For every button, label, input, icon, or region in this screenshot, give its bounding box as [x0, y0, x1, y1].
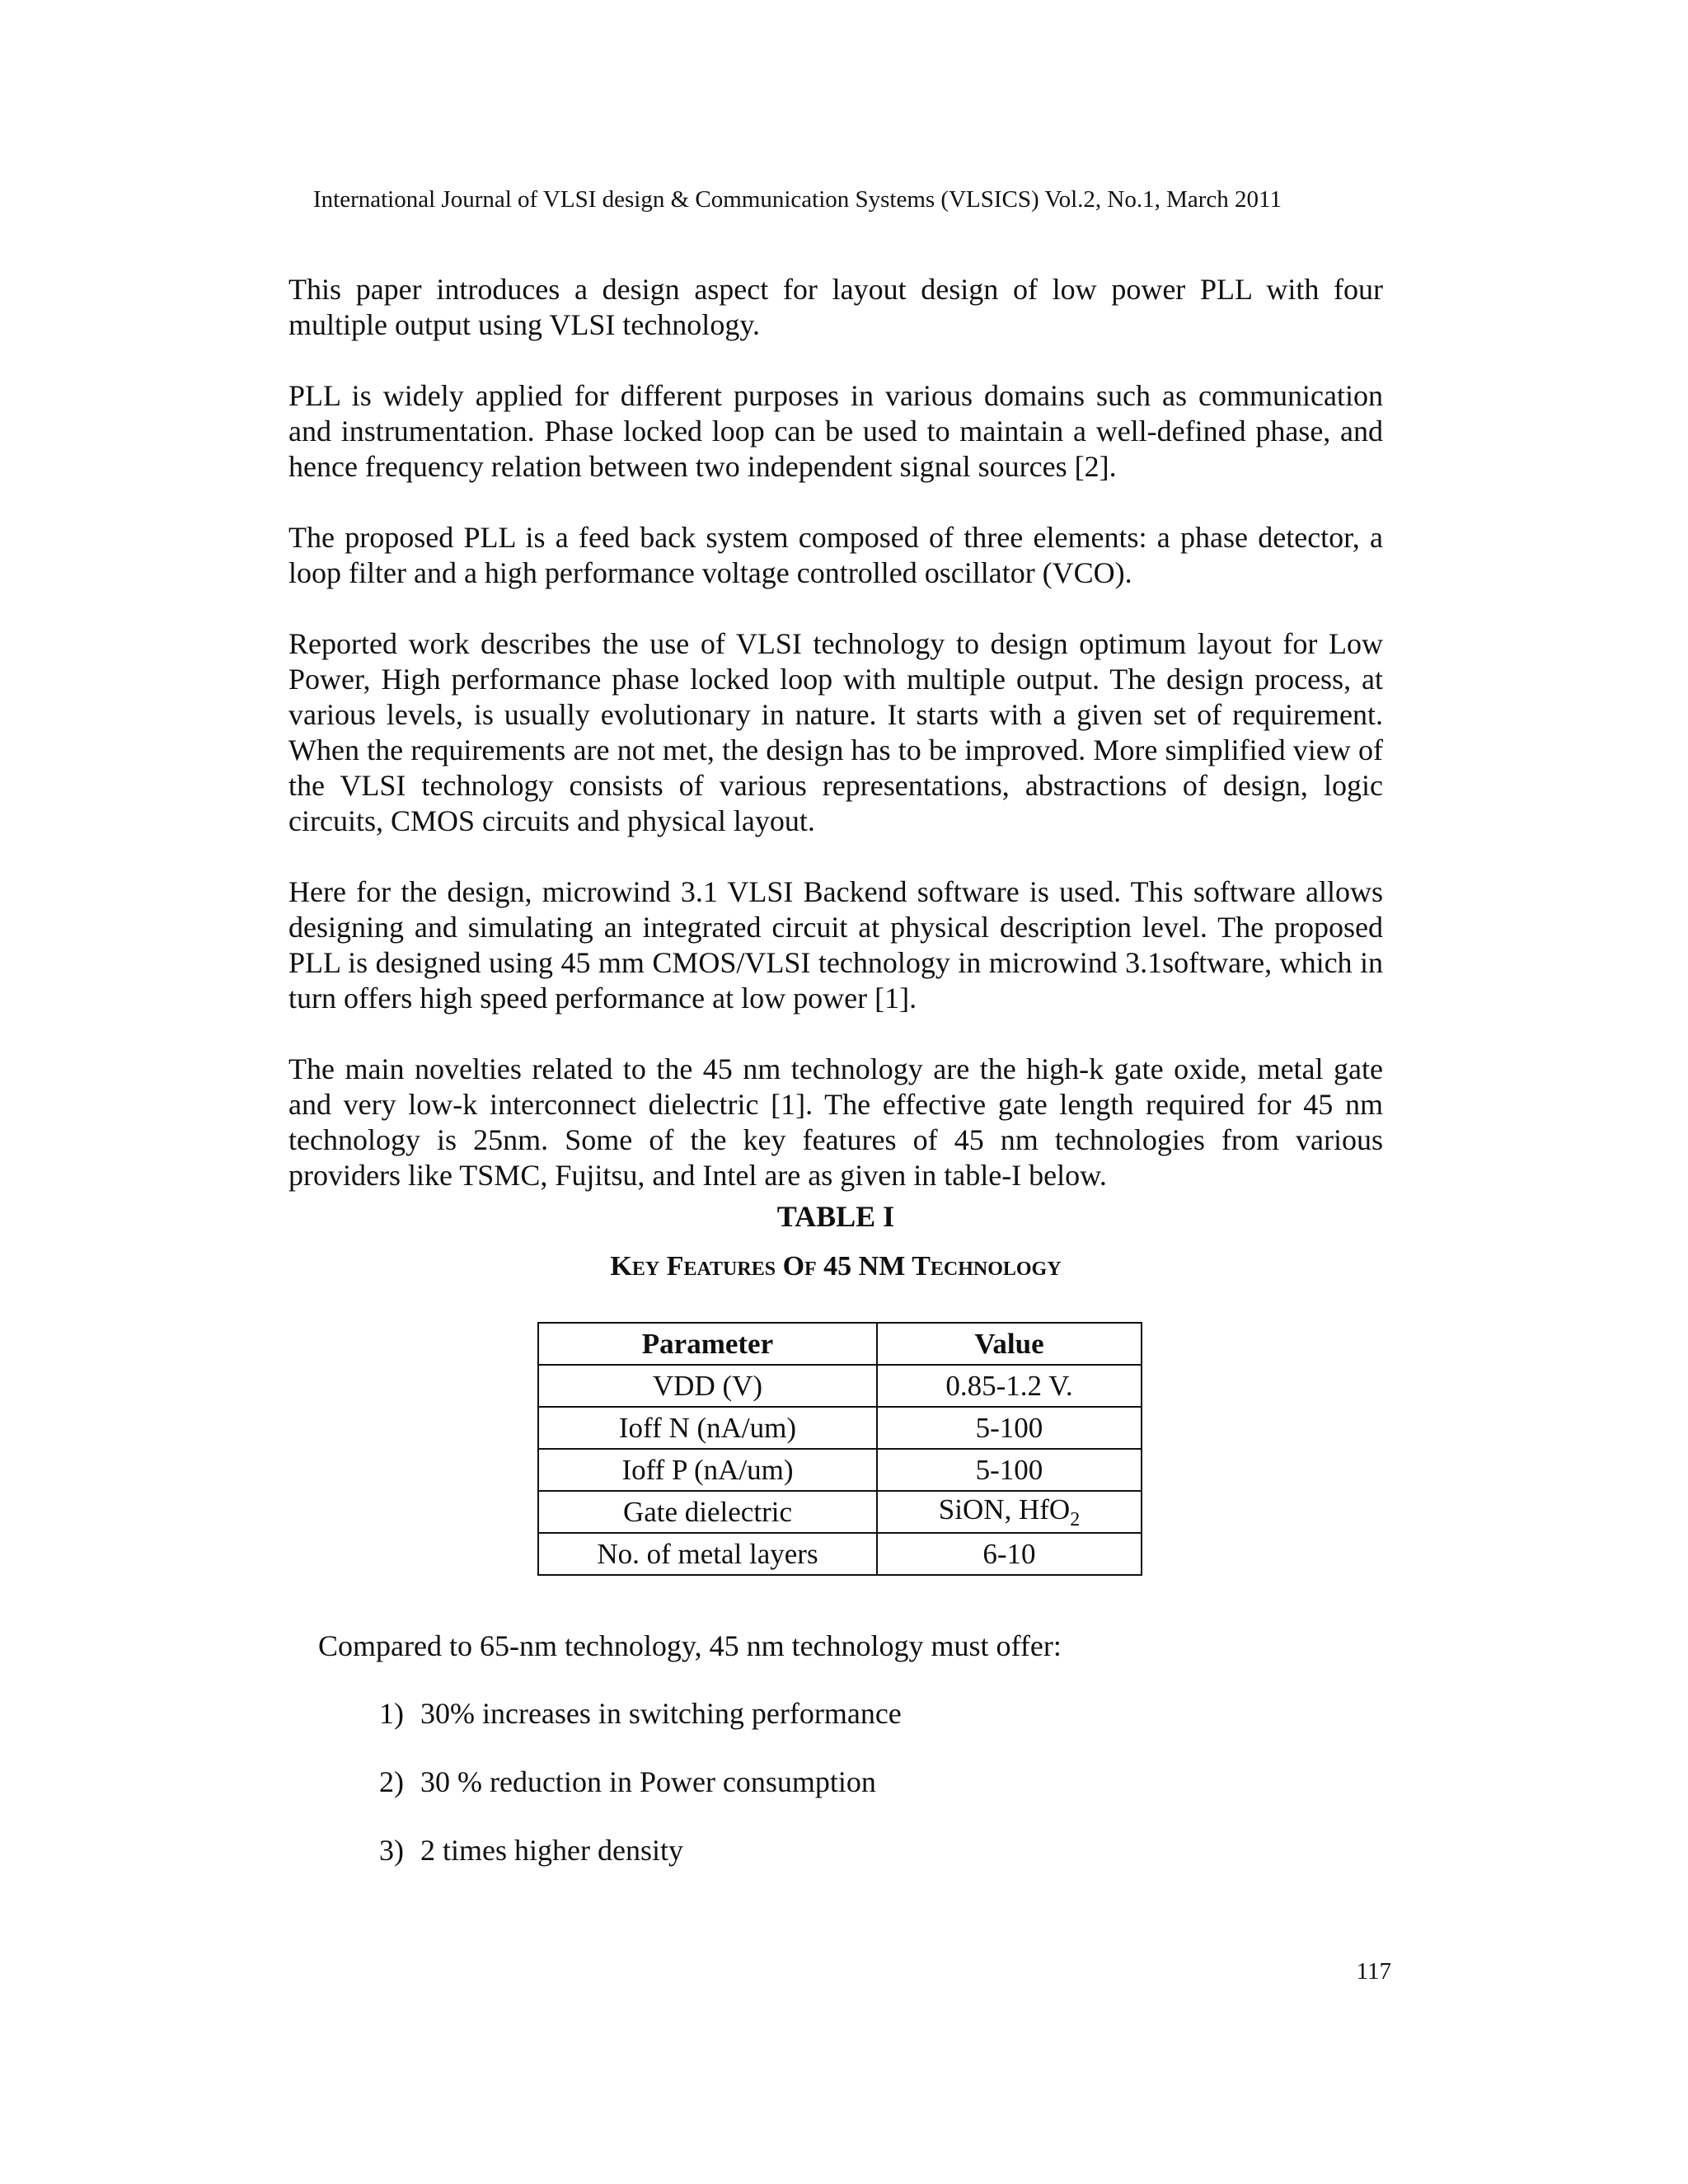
paragraph-reported-work: Reported work describes the use of VLSI technology to design optimum layout for Low Power, High performance phase locked loop with multiple output. The design process, at various levels, is usually evolutionary in nature. It starts with a given set of requirement. When the requirements are not met, the design has to be improved. More simplified view of the VLSI technology consists of various representations, abstractions of design, logic circuits, CMOS circuits and physical layout. — [288, 627, 1383, 837]
subscript: 2 — [1070, 1508, 1081, 1530]
table-cell: No. of metal layers — [538, 1533, 877, 1575]
table-cell: Ioff N (nA/um) — [538, 1407, 877, 1449]
list-number: 2) — [379, 1765, 404, 1798]
list-number: 1) — [379, 1697, 404, 1730]
key-features-table — [537, 1322, 1142, 1576]
paragraph-proposed-pll: The proposed PLL is a feed back system composed of three elements: a phase detector, a loop filter and a high performance voltage controlled oscillator (VCO). — [288, 521, 1383, 589]
table-cell: VDD (V) — [538, 1365, 877, 1407]
page-number: 117 — [1356, 1958, 1391, 1985]
table-row — [538, 1407, 1142, 1449]
paragraph-45nm-novelties: The main novelties related to the 45 nm technology are the high-k gate oxide, metal gate and very low-k interconnect dielectric [1]. The effective gate length required for 45 nm technology is 25nm. Some of the key features of 45 nm technologies from various providers like TSMC, Fujitsu, and Intel are as given in table-I below. — [288, 1052, 1383, 1192]
table-cell: 5-100 — [877, 1449, 1142, 1491]
list-item — [379, 1765, 876, 1800]
table-row — [538, 1365, 1142, 1407]
table-cell: Gate dielectric — [538, 1491, 877, 1533]
table-row — [538, 1533, 1142, 1575]
table-cell: 0.85-1.2 V. — [877, 1365, 1142, 1407]
table-caption: Key Features Of 45 NM Technology — [610, 1251, 1062, 1282]
paragraph-microwind: Here for the design, microwind 3.1 VLSI Backend software is used. This software allows designing and simulating an integrated circuit at physical description level. The proposed PLL is designed using 45 mm CMOS/VLSI technology in microwind 3.1software, which in turn offers high speed performance at low power [1]. — [288, 875, 1383, 1015]
table-row — [538, 1491, 1142, 1533]
paragraph-pll-applications: PLL is widely applied for different purposes in various domains such as communication and instrumentation. Phase locked loop can be used to maintain a well-defined phase, and hence frequency relation between two independent signal sources [2]. — [288, 379, 1383, 483]
table-cell-text: SiON, HfO — [938, 1493, 1071, 1526]
list-text: 30 % reduction in Power consumption — [420, 1765, 876, 1798]
table-cell: Ioff P (nA/um) — [538, 1449, 877, 1491]
comparison-intro: Compared to 65-nm technology, 45 nm technology must offer: — [318, 1629, 1062, 1662]
paragraph-intro: This paper introduces a design aspect for layout design of low power PLL with four multiple output using VLSI technology. — [288, 273, 1383, 341]
table-cell — [877, 1491, 1142, 1533]
table-header-cell: Value — [877, 1323, 1142, 1365]
table-cell: 5-100 — [877, 1407, 1142, 1449]
list-text: 2 times higher density — [420, 1834, 683, 1867]
running-header: International Journal of VLSI design & Communication Systems (VLSICS) Vol.2, No.1, March 2011 — [313, 186, 1282, 213]
table-cell: 6-10 — [877, 1533, 1142, 1575]
table-header-row — [538, 1323, 1142, 1365]
list-item — [379, 1833, 683, 1868]
table-header-cell: Parameter — [538, 1323, 877, 1365]
list-item — [379, 1696, 902, 1732]
table-row — [538, 1449, 1142, 1491]
table-title: TABLE I — [776, 1200, 895, 1233]
list-number: 3) — [379, 1834, 404, 1867]
list-text: 30% increases in switching performance — [420, 1697, 902, 1730]
